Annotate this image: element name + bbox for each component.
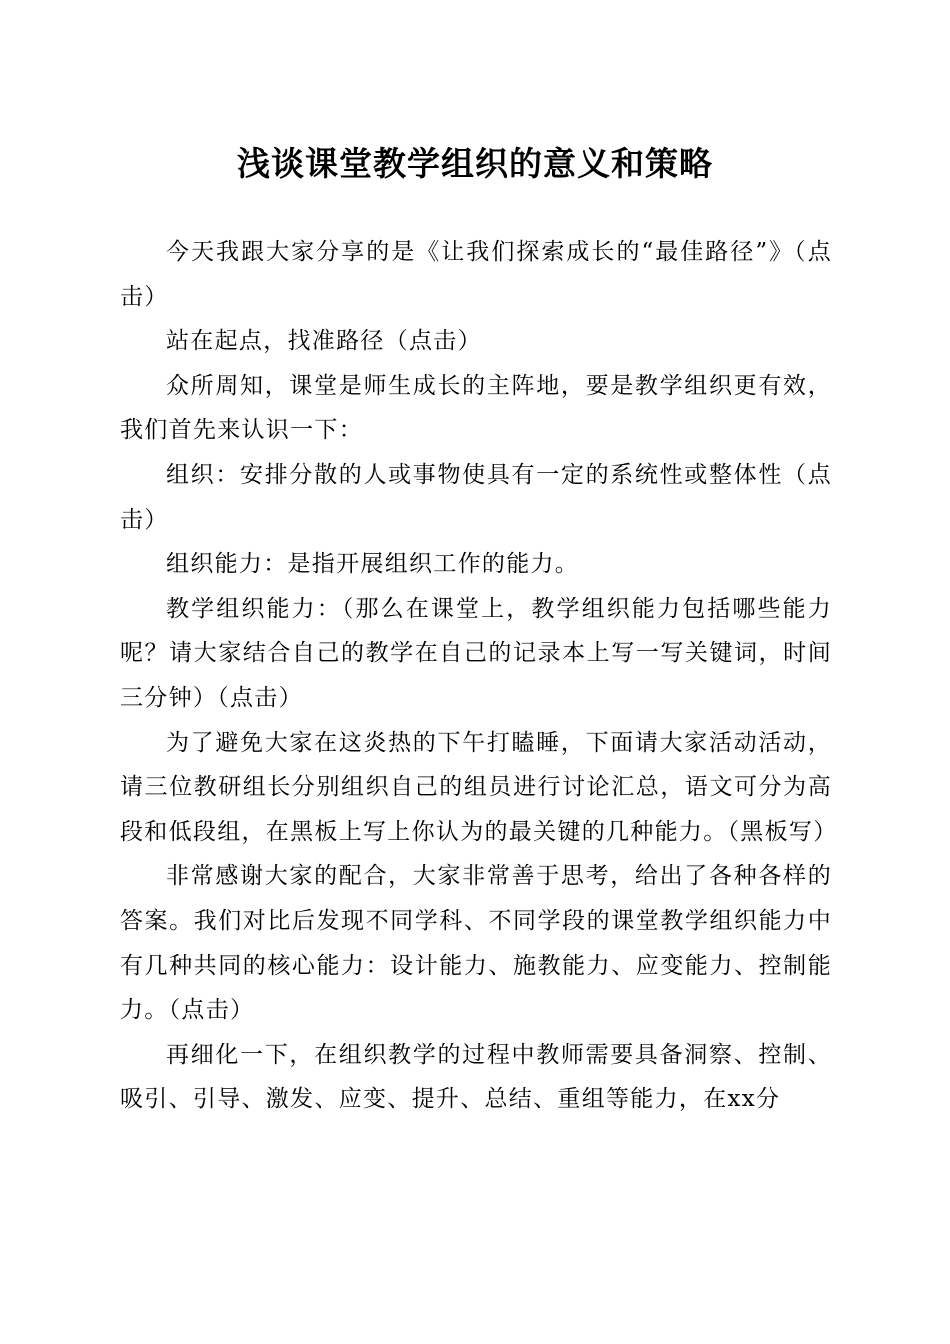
paragraph-2: 站在起点，找准路径（点击）: [166, 328, 482, 355]
paragraph-4: 组织：安排分散的人或事物使具有一定的系统性或整体性（点击）: [120, 461, 832, 533]
paragraph-8: 非常感谢大家的配合，大家非常善于思考，给出了各种各样的答案。我们对比后发现不同学科、不同学段的课堂教学组织能力中有几种共同的核心能力：设计能力、施教能力、应变能力、控制能力。（点击）: [120, 863, 832, 1024]
document-body: [120, 230, 838, 1122]
paragraph-1: 今天我跟大家分享的是《让我们探索成长的“最佳路径”》（点击）: [120, 239, 832, 310]
paragraph-7: 为了避免大家在这炎热的下午打瞌睡，下面请大家活动活动，请三位教研组长分别组织自己的组员进行讨论汇总，语文可分为高段和低段组，在黑板上写上你认为的最关键的几种能力。（黑板写）: [120, 729, 838, 845]
paragraph-5: 组织能力：是指开展组织工作的能力。: [166, 551, 580, 578]
paragraph-3: 众所周知，课堂是师生成长的主阵地，要是教学组织更有效，我们首先来认识一下：: [120, 372, 832, 444]
document-title: 浅谈课堂教学组织的意义和策略: [237, 144, 713, 183]
paragraph-9: 再细化一下，在组织教学的过程中教师需要具备洞察、控制、吸引、引导、激发、应变、提升、总结、重组等能力，在xx分: [120, 1041, 832, 1113]
paragraph-6: 教学组织能力：（那么在课堂上，教学组织能力包括哪些能力呢？请大家结合自己的教学在自己的记录本上写一写关键词，时间三分钟）（点击）: [120, 595, 832, 711]
